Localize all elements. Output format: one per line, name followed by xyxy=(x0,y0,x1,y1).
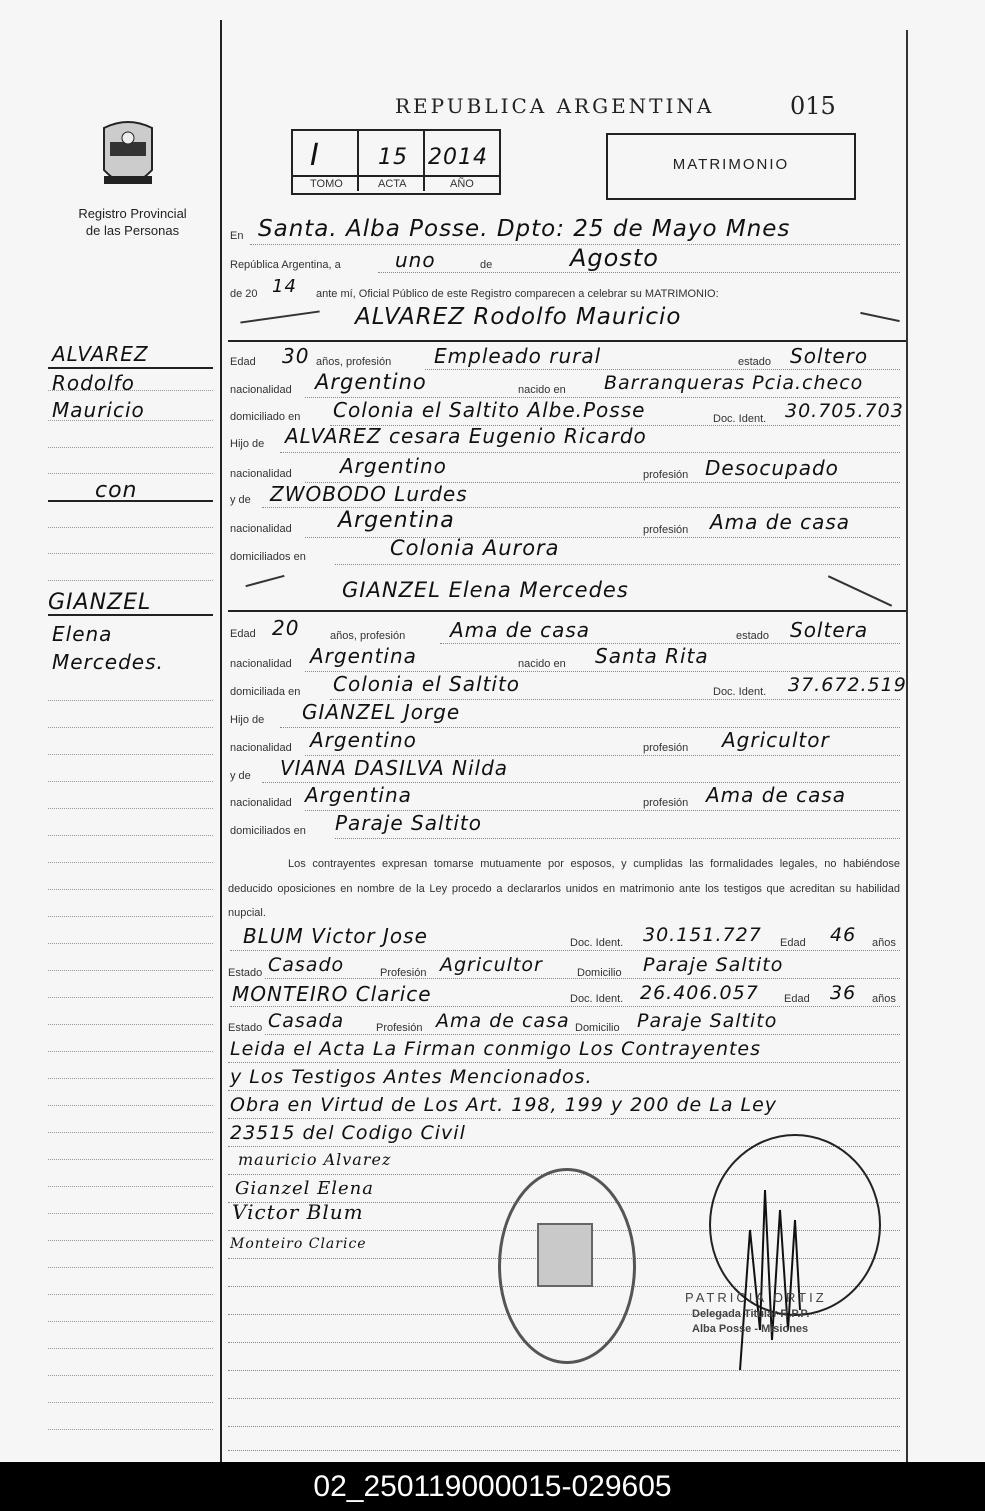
witness2-dom-label: Domicilio xyxy=(575,1022,620,1034)
witness1-prof-label: Profesión xyxy=(380,967,427,979)
witness1-name: BLUM Victor Jose xyxy=(243,924,428,948)
bride-age: 20 xyxy=(272,616,300,640)
witness1-edad-label: Edad xyxy=(780,937,806,949)
republic-heading: REPUBLICA ARGENTINA xyxy=(395,94,715,118)
bride-civil-status: Soltera xyxy=(790,618,869,642)
witness2-profession: Ama de casa xyxy=(436,1010,570,1032)
bride-doc-label: Doc. Ident. xyxy=(713,686,767,698)
witness2-address: Paraje Saltito xyxy=(637,1010,778,1032)
bride-father-nac-label: nacionalidad xyxy=(230,742,292,754)
groom-father-nac-label: nacionalidad xyxy=(230,468,292,480)
bride-parents-address: Paraje Saltito xyxy=(335,811,482,835)
witness1-profession: Agricultor xyxy=(440,954,543,976)
groom-birthplace: Barranqueras Pcia.checo xyxy=(604,372,864,394)
witness2-edad-label: Edad xyxy=(784,993,810,1005)
bride-document: 37.672.519 xyxy=(788,674,907,696)
margin-con: con xyxy=(95,478,138,503)
witness2-anos-label: años xyxy=(872,993,896,1005)
bride-hijo-label: Hijo de xyxy=(230,714,265,726)
groom-prof-label: años, profesión xyxy=(316,356,392,368)
closing-line-3: Obra en Virtud de Los Art. 198, 199 y 200 de La Ley xyxy=(230,1094,778,1116)
bride-nationality: Argentina xyxy=(310,644,417,668)
bride-father: GIANZEL Jorge xyxy=(302,700,461,724)
acta-value: 15 xyxy=(378,145,408,170)
officer-name: PATRICIA ORTIZ xyxy=(685,1290,827,1305)
witness2-doc-label: Doc. Ident. xyxy=(570,993,624,1005)
signature-witness2: Monteiro Clarice xyxy=(230,1236,367,1252)
bride-mother-prof-label: profesión xyxy=(643,797,689,809)
witness2-estado-label: Estado xyxy=(228,1022,263,1034)
groom-mother-profession: Ama de casa xyxy=(710,510,851,534)
margin-groom-surname: ALVAREZ xyxy=(52,342,149,366)
bride-mother-nac-label: nacionalidad xyxy=(230,797,292,809)
bride-nac-label: nacionalidad xyxy=(230,658,292,670)
groom-age: 30 xyxy=(282,344,310,368)
bride-mother-label: y de xyxy=(230,770,251,782)
groom-nationality: Argentino xyxy=(315,370,427,394)
witness1-estado-label: Estado xyxy=(228,967,263,979)
groom-doc-label: Doc. Ident. xyxy=(713,413,767,425)
witness1-civil-status: Casado xyxy=(268,954,345,976)
groom-father-nationality: Argentino xyxy=(340,454,447,478)
officer-signature xyxy=(700,1130,890,1385)
en-label: En xyxy=(230,230,244,242)
groom-mother: ZWOBODO Lurdes xyxy=(270,482,468,506)
groom-father-prof-label: profesión xyxy=(643,469,689,481)
witness1-anos-label: años xyxy=(872,937,896,949)
groom-parents-address: Colonia Aurora xyxy=(390,536,560,560)
groom-father: ALVAREZ cesara Eugenio Ricardo xyxy=(285,424,647,448)
bride-father-profession: Agricultor xyxy=(722,728,830,752)
margin-bride-surname: GIANZEL xyxy=(48,590,152,615)
groom-mother-nac-label: nacionalidad xyxy=(230,523,292,535)
groom-civil-status: Soltero xyxy=(790,344,869,368)
closing-line-4: 23515 del Codigo Civil xyxy=(230,1122,466,1144)
bride-birthplace: Santa Rita xyxy=(595,644,709,668)
legal-text: Los contrayentes expresan tomarse mutuamente por esposos, y cumplidas las formalidades legales, no habiéndose deducido oposiciones en nombre de la Ley procedo a declararlos unidos en matrimonio ante los testigos que acreditan su habilidad nupcial. xyxy=(228,858,900,919)
folio-number: 015 xyxy=(790,92,836,120)
de-label: de xyxy=(480,259,493,271)
officer-place: Alba Posse - Misiones xyxy=(692,1323,809,1335)
bride-address: Colonia el Saltito xyxy=(333,672,521,696)
groom-document: 30.705.703 xyxy=(785,400,904,422)
year-suffix: 14 xyxy=(272,276,297,297)
closing-line-2: y Los Testigos Antes Mencionados. xyxy=(230,1066,593,1088)
margin-bride-second: Mercedes. xyxy=(52,650,164,674)
bride-father-nationality: Argentino xyxy=(310,728,417,752)
bride-edad-label: Edad xyxy=(230,628,256,640)
registry-name-2: de las Personas xyxy=(85,223,180,238)
republica-label: República Argentina, a xyxy=(230,259,341,271)
groom-mother-nationality: Argentina xyxy=(338,508,455,533)
groom-edad-label: Edad xyxy=(230,356,256,368)
signature-groom: mauricio Alvarez xyxy=(238,1150,392,1169)
groom-mother-prof-label: profesión xyxy=(643,524,689,536)
bride-mother-nationality: Argentina xyxy=(305,783,412,807)
witness2-civil-status: Casada xyxy=(268,1010,345,1032)
officer-title: Delegada Titular R.P.P. xyxy=(692,1308,810,1320)
scan-id-footer: 02_250119000015-029605 xyxy=(0,1462,985,1511)
marriage-day: uno xyxy=(395,248,436,272)
groom-father-profession: Desocupado xyxy=(705,456,839,480)
groom-nacido-label: nacido en xyxy=(518,384,566,396)
tomo-label: TOMO xyxy=(310,178,343,190)
right-border xyxy=(906,30,908,1462)
groom-hijo-label: Hijo de xyxy=(230,438,265,450)
province-seal xyxy=(96,118,160,194)
registry-name: Registro Provincial xyxy=(78,206,187,221)
record-type: MATRIMONIO xyxy=(672,156,790,173)
groom-estado-label: estado xyxy=(738,356,772,368)
witness1-address: Paraje Saltito xyxy=(643,954,784,976)
closing-line-1: Leida el Acta La Firman conmigo Los Contrayentes xyxy=(230,1038,762,1060)
groom-heading: ALVAREZ Rodolfo Mauricio xyxy=(355,304,682,330)
margin-bride-first: Elena xyxy=(52,622,113,646)
margin-groom-first: Rodolfo xyxy=(52,371,135,395)
bride-heading: GIANZEL Elena Mercedes xyxy=(342,578,629,602)
witness2-prof-label: Profesión xyxy=(376,1022,423,1034)
groom-profession: Empleado rural xyxy=(434,344,602,368)
marriage-month: Agosto xyxy=(570,244,659,272)
bride-profession: Ama de casa xyxy=(450,618,591,642)
groom-dom-label: domiciliado en xyxy=(230,411,301,423)
witness1-dom-label: Domicilio xyxy=(577,967,622,979)
groom-parents-dom-label: domiciliados en xyxy=(230,551,306,563)
witness2-document: 26.406.057 xyxy=(640,982,759,1004)
groom-mother-label: y de xyxy=(230,494,251,506)
official-stamp xyxy=(498,1168,636,1364)
bride-estado-label: estado xyxy=(736,630,770,642)
year-prefix: de 20 xyxy=(230,288,258,300)
bride-mother: VIANA DASILVA Nilda xyxy=(280,756,509,780)
tomo-value: I xyxy=(310,138,320,173)
bride-father-prof-label: profesión xyxy=(643,742,689,754)
appearance-statement: ante mí, Oficial Público de este Registro comparecen a celebrar su MATRIMONIO: xyxy=(316,288,719,300)
bride-mother-profession: Ama de casa xyxy=(706,783,847,807)
bride-nacida-label: nacido en xyxy=(518,658,566,670)
witness1-document: 30.151.727 xyxy=(643,924,762,946)
bride-dom-label: domiciliada en xyxy=(230,686,301,698)
marriage-place: Santa. Alba Posse. Dpto: 25 de Mayo Mnes xyxy=(258,216,791,242)
signature-bride: Gianzel Elena xyxy=(235,1178,374,1199)
groom-address: Colonia el Saltito Albe.Posse xyxy=(333,398,646,422)
witness2-name: MONTEIRO Clarice xyxy=(232,982,432,1006)
ano-value: 2014 xyxy=(428,145,488,170)
groom-nac-label: nacionalidad xyxy=(230,384,292,396)
witness1-doc-label: Doc. Ident. xyxy=(570,937,624,949)
bride-prof-label: años, profesión xyxy=(330,630,406,642)
ano-label: AÑO xyxy=(450,178,474,190)
witness2-age: 36 xyxy=(830,982,857,1004)
margin-groom-second: Mauricio xyxy=(52,398,145,422)
bride-parents-dom-label: domiciliados en xyxy=(230,825,306,837)
signature-witness1: Victor Blum xyxy=(232,1200,364,1224)
witness1-age: 46 xyxy=(830,924,857,946)
acta-label: ACTA xyxy=(378,178,407,190)
